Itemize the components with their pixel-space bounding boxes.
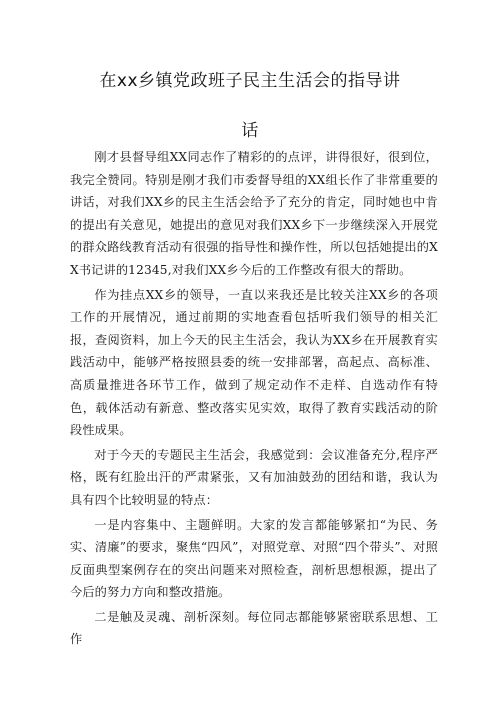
document-title-line2: 话 [241,121,259,141]
paragraph-4: 一是内容集中、主题鲜明。大家的发言都能够紧扣“为民、务实、清廉”的要求，聚焦“四风”，对照党章、对照“四个带头”、对照反面典型案例存在的突出问题来对照检查，剖析思想根源，提出了今后的努力方向和整改措施。 [70,517,438,600]
document-title-line1: 在xx乡镇党政班子民主生活会的指导讲 [99,71,401,91]
paragraph-1: 刚才县督导组XX同志作了精彩的的点评，讲得很好，很到位，我完全赞同。特别是刚才我们市委督导组的XX组长作了非常重要的讲话，对我们XX乡的民主生活会给予了充分的肯定，同时她也中肯的提出有关意见，她提出的意见对我们XX乡下一步继续深入开展党的群众路线教育活动有很强的指导性和操作性，所以包括她提出的XX书记讲的12345,对我们XX乡今后的工作整改有很大的帮助。 [70,150,438,277]
paragraph-3: 对于今天的专题民主生活会，我感觉到：会议准备充分,程序严格，既有红脸出汗的严肃紧张，又有加油鼓劲的团结和谐，我认为具有四个比较明显的特点： [70,447,438,507]
paragraph-5: 二是触及灵魂、剖析深刻。每位同志都能够紧密联系思想、工作 [70,609,438,647]
paragraph-2: 作为挂点XX乡的领导，一直以来我还是比较关注XX乡的各项工作的开展情况，通过前期的实地查看包括听我们领导的相关汇报，查阅资料，加上今天的民主生活会，我认为XX乡在开展教育实践活动中，能够严格按照县委的统一安排部署，高起点、高标准、高质量推进各环节工作，做到了规定动作不走样、自选动作有特色，载体活动有新意、整改落实见实效，取得了教育实践活动的阶段性成果。 [70,287,438,438]
document-body [70,146,438,651]
